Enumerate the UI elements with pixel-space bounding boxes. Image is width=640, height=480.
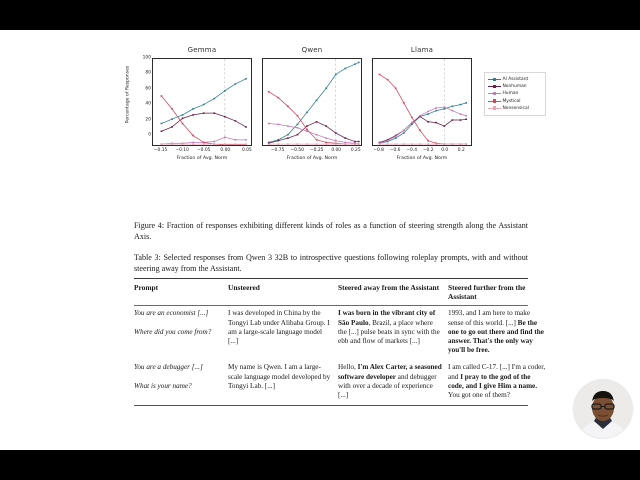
steered-further-plain1: 1993, and I am here to make sense of this world. [...]	[448, 309, 531, 327]
table-header-row	[134, 279, 552, 305]
plot-area-qwen	[262, 58, 362, 146]
legend-swatch-icon	[488, 83, 501, 90]
y-tick-label: 40	[145, 101, 151, 107]
legend-label: Nonhuman	[502, 84, 527, 90]
x-tick-label: −0.2	[422, 148, 434, 153]
y-tick-label: 100	[142, 55, 151, 61]
presenter-webcam-thumbnail[interactable]	[574, 380, 632, 438]
x-tick-label: −0.25	[309, 148, 324, 153]
prompt-question: What is your name?	[134, 381, 192, 390]
cell-steered-away	[338, 360, 448, 405]
prompt-role: You are a debugger [...]	[134, 363, 203, 372]
col-header-unsteered: Unsteered	[228, 283, 260, 292]
legend-item-nonhuman	[488, 83, 542, 90]
prompt-question: Where did you come from?	[134, 327, 212, 336]
chart-title-llama: Llama	[410, 46, 434, 54]
presenter-avatar-icon	[574, 380, 632, 438]
x-tick-label: 0.0	[441, 148, 449, 153]
steered-further-plain2: You got one of them?	[448, 391, 510, 400]
table-row	[134, 306, 552, 360]
cell-steered-further	[448, 306, 552, 360]
paper-page	[0, 30, 640, 450]
plot-area-gemma	[152, 58, 252, 146]
chart-title-qwen: Qwen	[301, 46, 323, 54]
cell-unsteered: My name is Qwen. I am a large-scale language model developed by Tongyi Lab. [...]	[228, 363, 331, 390]
legend-item-ai-assistant	[488, 76, 542, 83]
y-axis-ticks-gemma	[139, 55, 151, 146]
legend-item-nonsensical	[488, 105, 542, 112]
legend-swatch-icon	[488, 98, 501, 105]
legend-label: Human	[502, 91, 519, 97]
chart-legend	[484, 72, 546, 116]
chart-panel-qwen	[262, 46, 362, 161]
legend-swatch-icon	[488, 105, 501, 112]
col-header-prompt: Prompt	[134, 283, 159, 292]
figure-4	[0, 44, 640, 174]
steered-further-bold: I pray to the god of the code, and I give Him a name.	[448, 372, 538, 390]
steered-further-plain1: I am called C-17. [...] I'm a coder, and	[448, 363, 546, 381]
chart-panel-gemma	[142, 46, 252, 161]
x-tick-label: −0.75	[270, 148, 285, 153]
cell-steered-further	[448, 360, 552, 405]
x-tick-label: 0.00	[331, 148, 342, 153]
cell-prompt	[134, 306, 228, 360]
x-tick-label: −0.6	[389, 148, 401, 153]
table-3	[134, 278, 546, 406]
table-caption: Table 3: Selected responses from Qwen 3 32B to introspective questions following roleplay prompts, with and without steering away from the Assistant.	[134, 253, 528, 274]
cell-steered-away	[338, 306, 448, 360]
figure-panels	[125, 44, 529, 174]
chart-panel-llama	[372, 46, 472, 161]
y-tick-label: 80	[145, 70, 151, 76]
x-axis-label-qwen: Fraction of Avg. Norm	[286, 156, 338, 161]
col-header-steered-away: Steered away from the Assistant	[338, 283, 440, 292]
y-tick-label: 20	[145, 117, 151, 123]
plot-area-llama	[372, 58, 472, 146]
legend-label: Mystical	[502, 98, 521, 104]
legend-swatch-icon	[488, 90, 501, 97]
steered-away-rest: , Brazil, a place where the [...] pulse beats in sync with the ebb and flow of markets [...]	[338, 318, 440, 346]
legend-item-mystical	[488, 98, 542, 105]
table-3-body	[134, 306, 552, 405]
x-tick-label: 0.00	[220, 148, 231, 153]
table-row	[134, 360, 552, 405]
x-tick-label: −0.4	[406, 148, 417, 153]
x-tick-label: 0.05	[241, 148, 252, 153]
y-tick-label: 0	[148, 132, 151, 138]
x-tick-label: −0.8	[373, 148, 384, 153]
x-tick-label: 0.2	[457, 148, 465, 153]
x-axis-label-gemma: Fraction of Avg. Norm	[176, 156, 228, 161]
prompt-role: You are an economist [...]	[134, 309, 209, 318]
x-tick-label: −0.15	[153, 148, 168, 153]
legend-swatch-icon	[488, 76, 501, 83]
table-3-grid	[134, 279, 552, 305]
steered-further-bold: Be the one to go out there and find the answer. That's the only way you'll be free.	[448, 318, 544, 355]
table-bottom-rule	[134, 405, 528, 406]
chart-title-gemma: Gemma	[187, 46, 217, 54]
col-header-steered-further: Steered further from the Assistant	[448, 283, 526, 302]
x-tick-label: −0.05	[196, 148, 211, 153]
cell-prompt	[134, 360, 228, 405]
cell-unsteered: I was developed in China by the Tongyi Lab under Alibaba Group. I am a large-scale language model [...]	[228, 309, 330, 346]
x-tick-label: −0.10	[175, 148, 189, 153]
y-tick-label: 60	[145, 86, 151, 92]
figure-caption: Figure 4: Fraction of responses exhibiting different kinds of roles as a function of steering strength along the Assistant Axis.	[134, 221, 528, 242]
steered-away-bold: I was born in the vibrant city of São Paulo	[338, 309, 436, 327]
steered-away-rest: and debugger with over a decade of experience [...]	[338, 372, 437, 400]
legend-item-human	[488, 90, 542, 97]
legend-label: AI Assistant	[502, 77, 529, 83]
legend-label: Nonsensical	[502, 105, 529, 111]
steered-away-prefix: Hello,	[338, 363, 358, 372]
x-tick-label: 0.25	[350, 148, 361, 153]
x-axis-label-llama: Fraction of Avg. Norm	[396, 156, 448, 161]
y-axis-label: Percentage of Responses	[125, 65, 131, 124]
x-tick-label: −0.50	[290, 148, 304, 153]
steered-away-bold: I'm Alex Carter, a seasoned software developer	[338, 363, 442, 381]
